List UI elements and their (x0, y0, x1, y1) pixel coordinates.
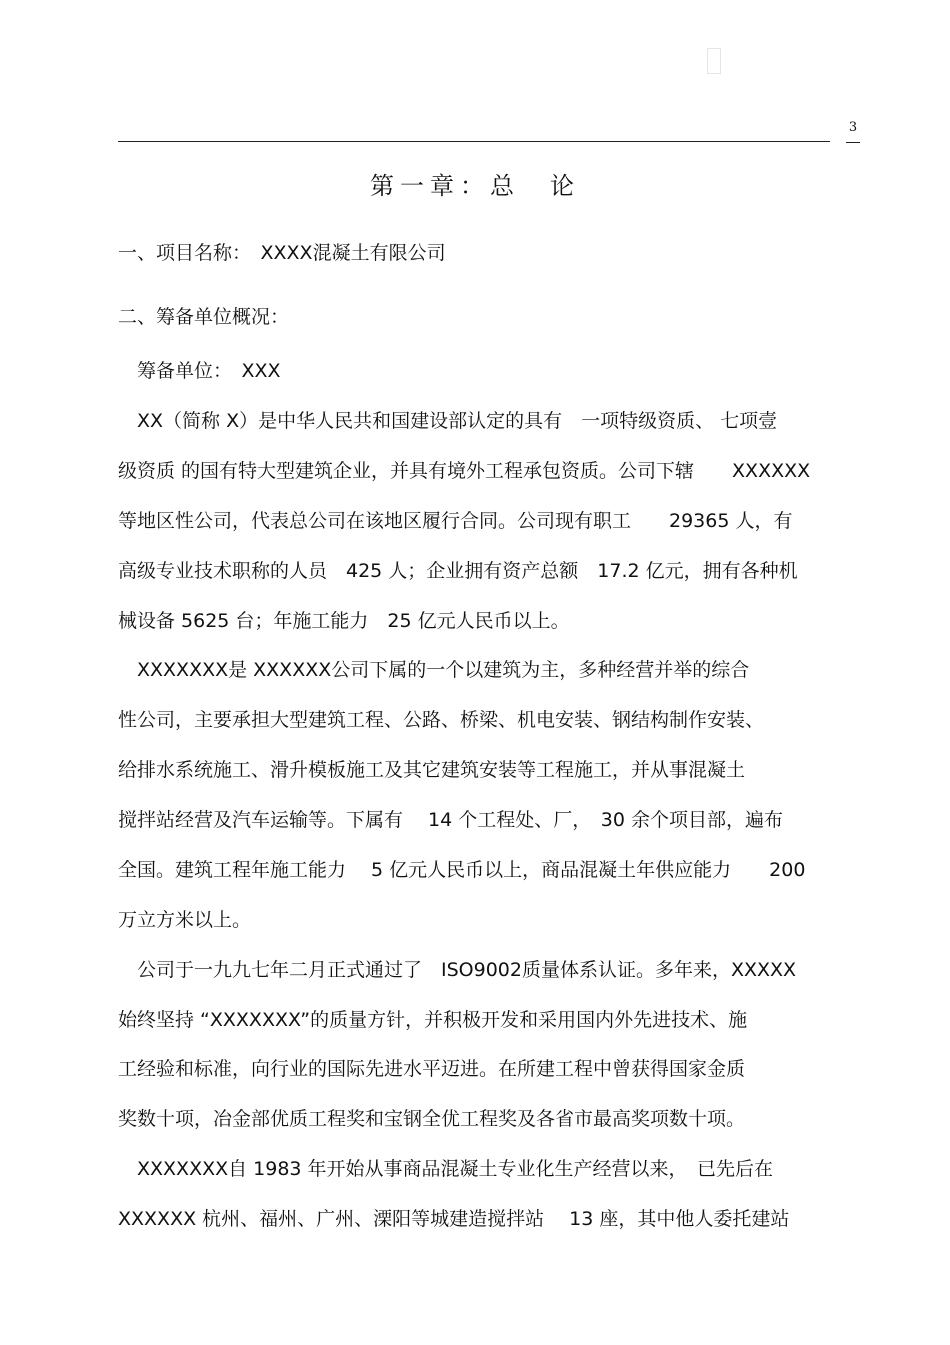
body-line: 等地区性公司，代表总公司在该地区履行合同。公司现有职工 29365 人，有 (118, 510, 793, 532)
body-line: 奖数十项，冶金部优质工程奖和宝钢全优工程奖及各省市最高奖项数十项。 (118, 1108, 746, 1130)
body-line: 公司于一九九七年二月正式通过了 ISO9002质量体系认证。多年来，XXXXX (118, 959, 797, 981)
body-line: 万立方米以上。 (118, 909, 252, 931)
body-line: XXXXXXX自 1983 年开始从事商品混凝土专业化生产经营以来， 已先后在 (118, 1158, 774, 1180)
body-line: XXXXXXX是 XXXXXX公司下属的一个以建筑为主，多种经营并举的综合 (118, 659, 750, 681)
body-line: 始终坚持 “XXXXXXX”的质量方针，并积极开发和采用国内外先进技术、施 (118, 1009, 748, 1031)
project-name-line: 一、项目名称： XXXX混凝土有限公司 (118, 242, 446, 264)
body-line: XX（简称 X）是中华人民共和国建设部认定的具有 一项特级资质、 七项壹 (118, 410, 778, 432)
body-line: 全国。建筑工程年施工能力 5 亿元人民币以上，商品混凝土年供应能力 200 (118, 859, 806, 881)
body-line: 搅拌站经营及汽车运输等。下属有 14 个工程处、厂， 30 余个项目部，遍布 (118, 809, 783, 831)
preparation-unit-line: 筹备单位： XXX (118, 360, 281, 382)
body-line: 级资质 的国有特大型建筑企业，并具有境外工程承包资质。公司下辖 XXXXXX (118, 460, 811, 482)
body-line: XXXXXX 杭州、福州、广州、溧阳等城建造搅拌站 13 座，其中他人委托建站 (118, 1208, 790, 1230)
body-line: 高级专业技术职称的人员 425 人；企业拥有资产总额 17.2 亿元，拥有各种机 (118, 560, 798, 582)
body-line: 给排水系统施工、滑升模板施工及其它建筑安装等工程施工，并从事混凝土 (118, 759, 746, 781)
body-line: 性公司，主要承担大型建筑工程、公路、桥梁、机电安装、钢结构制作安装、 (118, 709, 765, 731)
page-number: 3 (848, 120, 858, 135)
page-number-underline (846, 142, 860, 143)
body-line: 工经验和标准，向行业的国际先进水平迈进。在所建工程中曾获得国家金质 (118, 1058, 746, 1080)
body-line: 械设备 5625 台；年施工能力 25 亿元人民币以上。 (118, 610, 570, 632)
preparation-overview-heading: 二、筹备单位概况： (118, 306, 290, 328)
placeholder-box-icon (707, 48, 721, 74)
chapter-title: 第一章：总 论 (370, 172, 580, 200)
header-rule (118, 141, 830, 142)
